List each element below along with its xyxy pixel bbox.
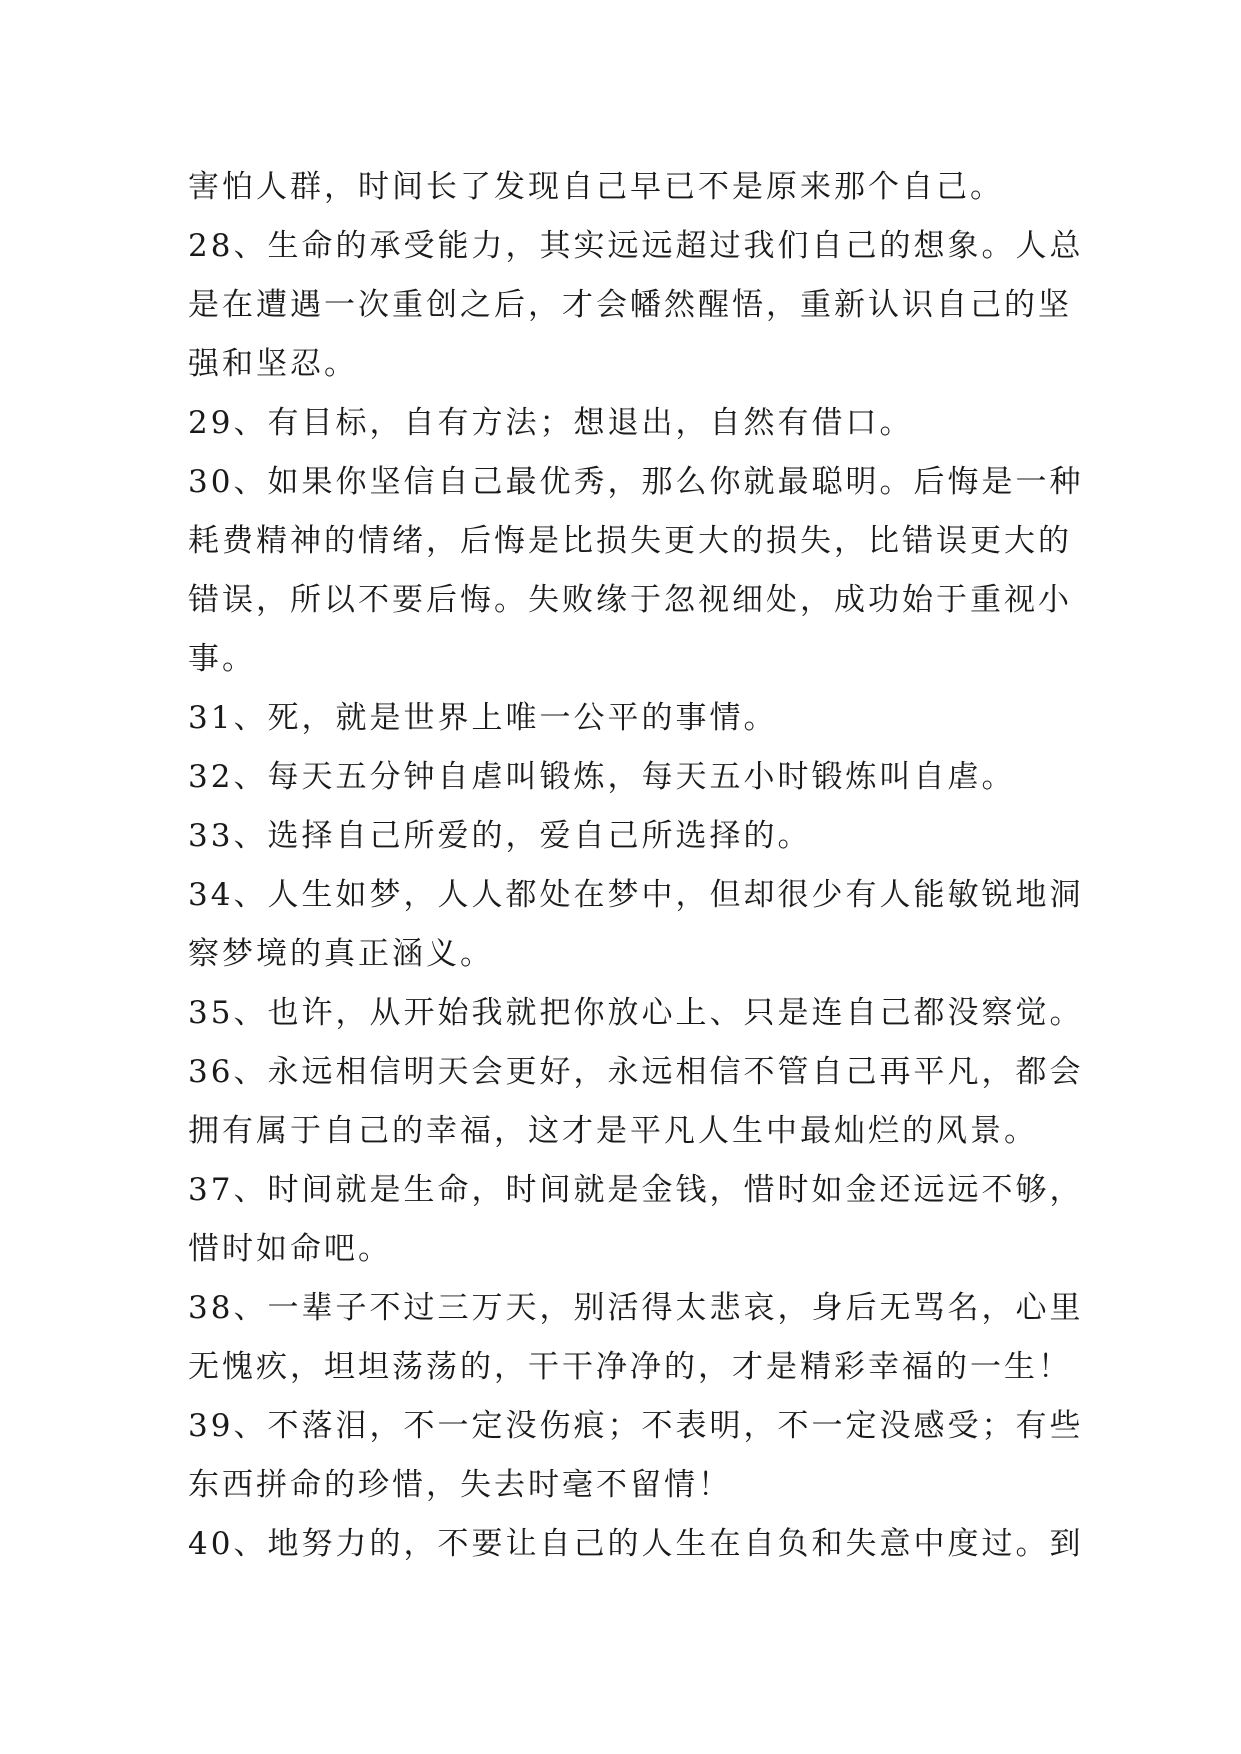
text-line: 37、时间就是生命，时间就是金钱，惜时如金还远远不够， [188, 1172, 1084, 1208]
text-line: 拥有属于自己的幸福，这才是平凡人生中最灿烂的风景。 [188, 1113, 1038, 1149]
text-line: 察梦境的真正涵义。 [188, 936, 494, 972]
text-line: 是在遭遇一次重创之后，才会幡然醒悟，重新认识自己的坚 [188, 287, 1072, 323]
text-line: 29、有目标，自有方法；想退出，自然有借口。 [188, 405, 914, 441]
text-line: 无愧疚，坦坦荡荡的，干干净净的，才是精彩幸福的一生！ [188, 1349, 1072, 1385]
text-line: 31、死，就是世界上唯一公平的事情。 [188, 700, 778, 736]
text-line: 40、地努力的，不要让自己的人生在自负和失意中度过。到 [188, 1526, 1084, 1562]
text-line: 34、人生如梦，人人都处在梦中，但却很少有人能敏锐地洞 [188, 877, 1084, 913]
text-line: 强和坚忍。 [188, 346, 358, 382]
text-line: 耗费精神的情绪，后悔是比损失更大的损失，比错误更大的 [188, 523, 1072, 559]
text-line: 39、不落泪，不一定没伤痕；不表明，不一定没感受；有些 [188, 1408, 1084, 1444]
text-line: 35、也许，从开始我就把你放心上、只是连自己都没察觉。 [188, 995, 1084, 1031]
text-line: 33、选择自己所爱的，爱自己所选择的。 [188, 818, 812, 854]
text-line: 32、每天五分钟自虐叫锻炼，每天五小时锻炼叫自虐。 [188, 759, 1016, 795]
text-line: 事。 [188, 641, 256, 677]
text-line: 28、生命的承受能力，其实远远超过我们自己的想象。人总 [188, 228, 1084, 264]
text-line: 38、一辈子不过三万天，别活得太悲哀，身后无骂名，心里 [188, 1290, 1084, 1326]
text-line: 东西拼命的珍惜，失去时毫不留情！ [188, 1467, 732, 1503]
text-line: 害怕人群，时间长了发现自己早已不是原来那个自己。 [188, 169, 1004, 205]
text-line: 36、永远相信明天会更好，永远相信不管自己再平凡，都会 [188, 1054, 1084, 1090]
document-body [188, 158, 1084, 1574]
text-line: 惜时如命吧。 [188, 1231, 392, 1267]
text-line: 错误，所以不要后悔。失败缘于忽视细处，成功始于重视小 [188, 582, 1072, 618]
text-line: 30、如果你坚信自己最优秀，那么你就最聪明。后悔是一种 [188, 464, 1084, 500]
